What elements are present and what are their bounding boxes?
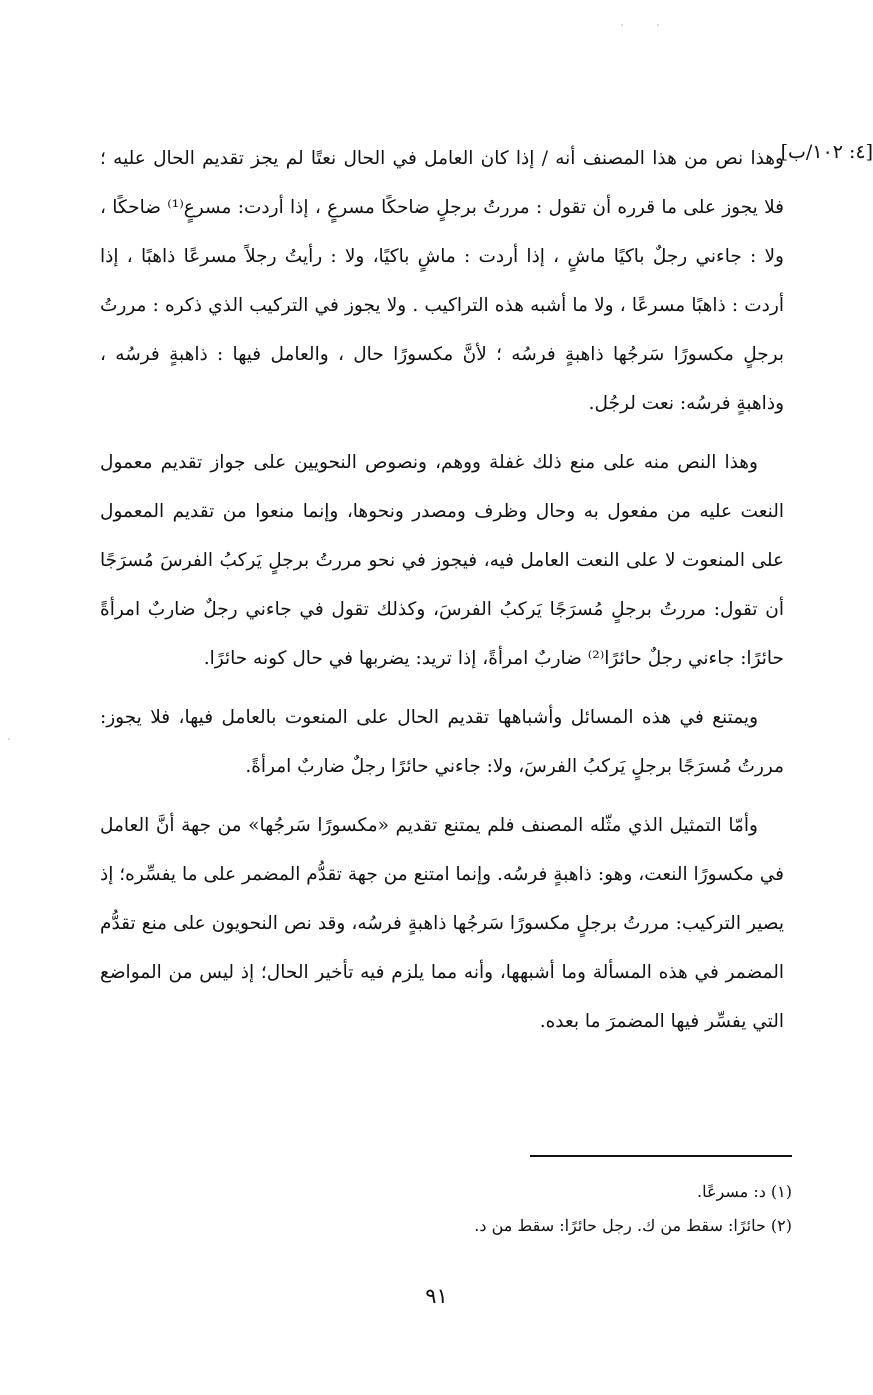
paragraph: ويمتنع في هذه المسائل وأشباهها تقديم الحال على المنعوت بالعامل فيها، فلا يجوز: مررتُ مُسرَجًا برجلٍ يَركبُ الفرسَ، ولا: جاءني حائرًا رجلٌ ضاربٌ امرأةً. xyxy=(100,707,784,777)
scan-speck xyxy=(8,738,10,740)
body-text xyxy=(100,134,784,1056)
footnote: (٢) حائرًا: سقط من ك. رجل حائرًا: سقط من د. xyxy=(474,1216,792,1235)
paragraph: وأمّا التمثيل الذي مثّله المصنف فلم يمتنع تقديم «مكسورًا سَرجُها» من جهة أنَّ العامل في مكسورًا النعت، وهو: ذاهبةٍ فرسُه. وإنما امتنع من جهة تقدُّم المضمر على ما يفسِّره؛ إذ يصير التركيب: مررتُ برجلٍ مكسورًا سَرجُها ذاهبةٍ فرسُه، وقد نص النحويون على منع تقدُّم المضمر في هذه المسألة وما أشبهها، وأنه مما يلزم فيه تأخير الحال؛ إذ ليس من المواضع التي يفسِّر فيها المضمرَ ما بعده. xyxy=(100,815,784,1032)
footnote-divider xyxy=(530,1155,792,1157)
footnotes xyxy=(100,1175,792,1243)
scan-speck xyxy=(621,24,623,26)
paragraph: وهذا نص من هذا المصنف أنه / إذا كان العامل في الحال نعتًا لم يجز تقديم الحال عليه ؛ فلا يجوز على ما قرره أن تقول : مررتُ برجلٍ ضاحكًا مسرعٍ ، إذا أردت: مسرعٍ⁽¹⁾ ضاحكًا ، ولا : جاءني رجلٌ باكيًا ماشٍ ، إذا أردت : ماشٍ باكيًا، ولا : رأيتُ رجلاً مسرعًا ذاهبًا ، إذا أردت : ذاهبًا مسرعًا ، ولا ما أشبه هذه التراكيب . ولا يجوز في التركيب الذي ذكره : مررتُ برجلٍ مكسورًا سَرجُها ذاهبةٍ فرسُه ؛ لأنَّ مكسورًا حال ، والعامل فيها : ذاهبةٍ فرسُه ، وذاهبةٍ فرسُه: نعت لرجُل. xyxy=(100,148,784,414)
footnote: (١) د: مسرعًا. xyxy=(697,1182,792,1201)
paragraph: وهذا النص منه على منع ذلك غفلة ووهم، ونصوص النحويين على جواز تقديم معمول النعت عليه من مفعول به وحال وظرف ومصدر ونحوها، وإنما منعوا من تقديم المعمول على المنعوت لا على النعت العامل فيه، فيجوز في نحو مررتُ برجلٍ يَركبُ الفرسَ مُسرَجًا أن تقول: مررتُ برجلٍ مُسرَجًا يَركبُ الفرسَ، وكذلك تقول في جاءني رجلٌ ضاربٌ امرأةً حائرًا: جاءني رجلٌ حائرًا⁽²⁾ ضاربٌ امرأةً، إذا تريد: يضربها في حال كونه حائرًا. xyxy=(100,452,784,669)
scan-speck xyxy=(657,24,659,26)
margin-folio-reference: [٤: ١٠٢/ب] xyxy=(780,141,873,163)
page-number: ٩١ xyxy=(425,1284,448,1308)
